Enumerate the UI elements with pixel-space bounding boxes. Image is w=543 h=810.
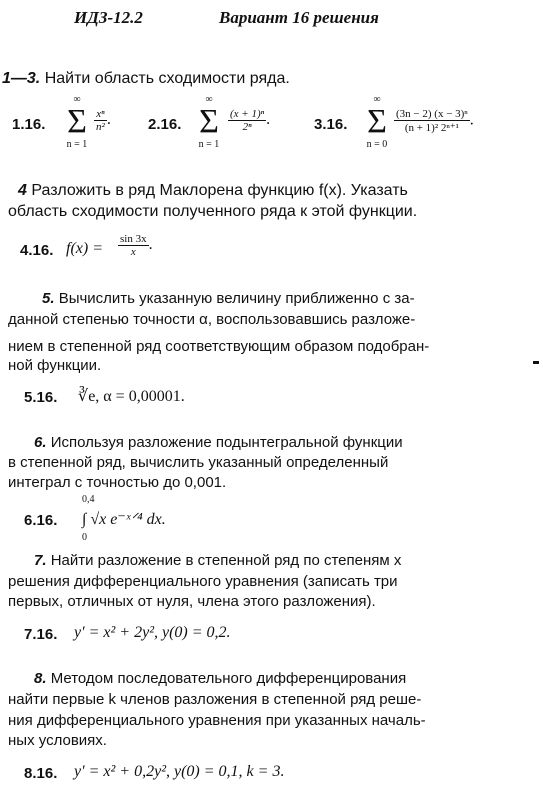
- formula-number: 3.16.: [314, 116, 348, 133]
- integral-upper-limit: 0,4: [82, 494, 95, 505]
- task5-line-1: [8, 288, 415, 309]
- task8-line-3: ния дифференциального уравнения при указанных началь-: [8, 712, 426, 729]
- task7-text: Найти разложение в степенной ряд по степеням x: [50, 552, 402, 569]
- task8-line-2: найти первые k членов разложения в степенной ряд реше-: [8, 691, 422, 708]
- task6-line-2: в степенной ряд, вычислить указанный определенный: [8, 454, 389, 471]
- term-tail: .: [106, 111, 111, 129]
- fraction-denominator: n²: [96, 121, 105, 133]
- formula-number: 4.16.: [20, 242, 54, 259]
- fraction-numerator: xⁿ: [96, 108, 105, 120]
- sum-upper: ∞: [73, 94, 81, 105]
- series-sum-3: [366, 94, 388, 150]
- series-term-2: [228, 108, 270, 133]
- task8-text: Методом последовательного дифференцирования: [50, 670, 407, 687]
- task6-integral: ∫ √x e⁻ˣᐟ⁴ dx.: [82, 511, 166, 528]
- variant-title: Вариант 16 решения: [219, 8, 379, 27]
- task13-heading: [2, 68, 290, 89]
- term-tail: .: [148, 236, 153, 254]
- fraction-denominator: (n + 1)² 2ⁿ⁺¹: [404, 122, 459, 134]
- series-term-1: [94, 108, 111, 133]
- fraction-numerator: sin 3x: [120, 233, 147, 245]
- task13-label: 1—3.: [2, 70, 41, 87]
- task4-formula-rhs: [118, 233, 153, 258]
- task4-formula-lhs: f(x) =: [66, 240, 103, 257]
- task4-line-2: область сходимости полученного ряда к этой функции.: [8, 203, 418, 220]
- task5-line-2: данной степенью точности α, воспользовавшись разложе-: [8, 311, 416, 328]
- task7-line-1: [8, 550, 401, 571]
- task8-formula: y′ = x² + 0,2y², y(0) = 0,1, k = 3.: [74, 763, 285, 780]
- fraction-denominator: 2ⁿ: [242, 121, 252, 133]
- fraction-denominator: x: [130, 246, 136, 258]
- task5-text: Вычислить указанную величину приближенно с за-: [58, 290, 415, 307]
- task5-number: 5.: [42, 290, 55, 307]
- task7-number: 7.: [34, 552, 47, 569]
- task5-line-4: ной функции.: [8, 357, 102, 374]
- task5-formula: ∛e, α = 0,00001.: [78, 388, 185, 405]
- margin-mark: [533, 361, 539, 364]
- task6-number: 6.: [34, 434, 47, 451]
- sum-lower: n = 1: [198, 139, 220, 150]
- task6-line-3: интеграл с точностью до 0,001.: [8, 474, 227, 491]
- task13-text: Найти область сходимости ряда.: [44, 70, 290, 87]
- task5-line-3: нием в степенной ряд соответствующим образом подобран-: [8, 338, 430, 355]
- task6-text: Используя разложение подынтегральной функции: [50, 434, 403, 451]
- doc-title: ИДЗ-12.2: [74, 8, 143, 27]
- formula-number: 5.16.: [24, 389, 58, 406]
- sigma-icon: Σ: [67, 103, 87, 140]
- series-sum-1: [66, 94, 88, 150]
- integral-lower-limit: 0: [82, 532, 87, 543]
- series-sum-2: [198, 94, 220, 150]
- task8-line-4: ных условиях.: [8, 732, 107, 749]
- formula-number: 6.16.: [24, 512, 58, 529]
- fraction-numerator: (3n − 2) (x − 3)ⁿ: [396, 108, 468, 120]
- task7-line-3: первых, отличных от нуля, члена этого разложения).: [8, 593, 376, 610]
- task6-line-1: [8, 432, 403, 453]
- task7-line-2: решения дифференциального уравнения (записать три: [8, 573, 398, 590]
- formula-number: 1.16.: [12, 116, 46, 133]
- sigma-icon: Σ: [199, 103, 219, 140]
- sigma-icon: Σ: [367, 103, 387, 140]
- sum-lower: n = 0: [366, 139, 388, 150]
- formula-number: 2.16.: [148, 116, 182, 133]
- series-term-3: [394, 108, 474, 134]
- task8-number: 8.: [34, 670, 47, 687]
- sum-lower: n = 1: [66, 139, 88, 150]
- task7-formula: y′ = x² + 2y², y(0) = 0,2.: [74, 624, 231, 641]
- term-tail: .: [266, 111, 271, 129]
- task8-line-1: [8, 668, 406, 689]
- formula-number: 7.16.: [24, 626, 58, 643]
- task4-text: Разложить в ряд Маклорена функцию f(x). Указать: [31, 182, 408, 199]
- formula-number: 8.16.: [24, 765, 58, 782]
- sum-upper: ∞: [205, 94, 213, 105]
- fraction-numerator: (x + 1)ⁿ: [230, 108, 265, 120]
- task4-number: 4: [18, 182, 27, 199]
- sum-upper: ∞: [373, 94, 381, 105]
- term-tail: .: [469, 111, 474, 129]
- task4-line-1: [8, 180, 408, 201]
